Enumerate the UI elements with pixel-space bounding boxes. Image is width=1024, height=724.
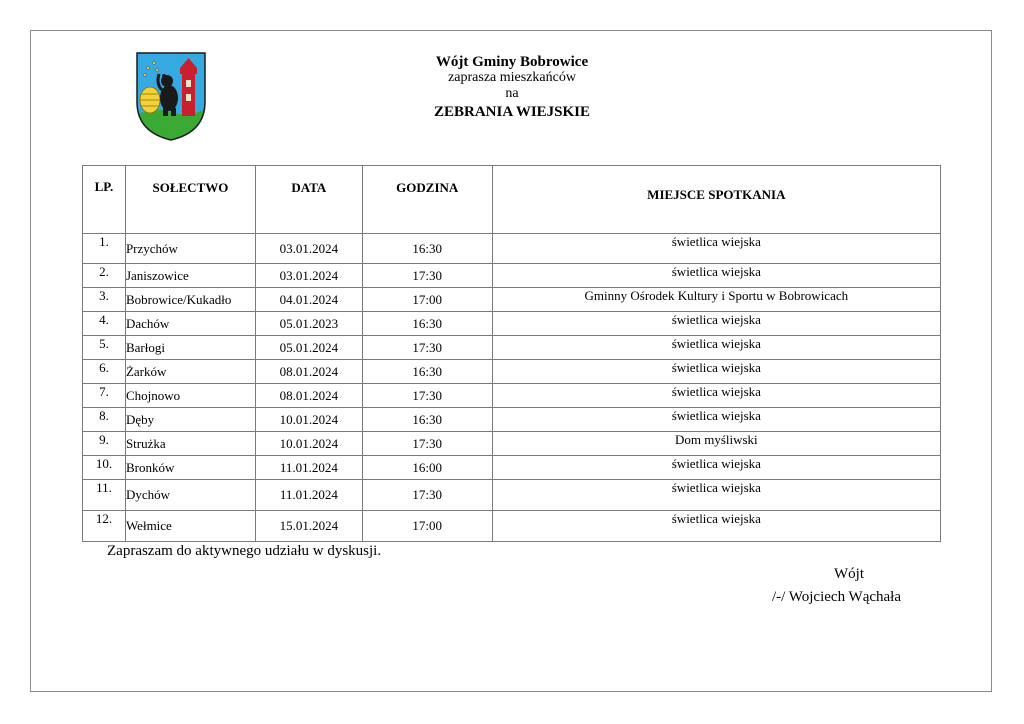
signature-role: Wójt [834,566,864,582]
cell-lp: 10. [83,456,126,480]
table-row [83,312,941,336]
signature-name: /-/ Wojciech Wąchała [772,589,902,605]
cell-godzina: 17:30 [362,432,492,456]
cell-data: 05.01.2024 [255,336,362,360]
table-row [83,456,941,480]
cell-miejsce: świetlica wiejska [492,234,940,264]
invitation-text: Zapraszam do aktywnego udziału w dyskusji. [107,543,382,559]
cell-solectwo: Przychów [125,234,255,264]
cell-solectwo: Dachów [125,312,255,336]
cell-miejsce: świetlica wiejska [492,456,940,480]
cell-data: 15.01.2024 [255,511,362,542]
cell-miejsce: świetlica wiejska [492,264,940,288]
cell-data: 08.01.2024 [255,384,362,408]
cell-solectwo: Dychów [125,480,255,511]
cell-miejsce: świetlica wiejska [492,360,940,384]
cell-data: 10.01.2024 [255,408,362,432]
cell-miejsce: Dom myśliwski [492,432,940,456]
cell-miejsce: świetlica wiejska [492,480,940,511]
cell-solectwo: Strużka [125,432,255,456]
table-row [83,234,941,264]
table-row [83,264,941,288]
cell-solectwo: Barłogi [125,336,255,360]
meetings-table [82,165,941,542]
table-row [83,360,941,384]
cell-data: 10.01.2024 [255,432,362,456]
cell-data: 11.01.2024 [255,456,362,480]
cell-lp: 4. [83,312,126,336]
cell-godzina: 17:30 [362,384,492,408]
cell-miejsce: świetlica wiejska [492,336,940,360]
cell-lp: 5. [83,336,126,360]
header-subtitle: zaprasza mieszkańców [448,70,576,85]
cell-lp: 12. [83,511,126,542]
header-event-title: ZEBRANIA WIEJSKIE [433,104,591,120]
cell-godzina: 16:30 [362,408,492,432]
cell-lp: 3. [83,288,126,312]
cell-godzina: 16:30 [362,312,492,336]
cell-miejsce: świetlica wiejska [492,312,940,336]
cell-godzina: 17:30 [362,480,492,511]
cell-godzina: 16:30 [362,360,492,384]
cell-lp: 6. [83,360,126,384]
cell-godzina: 17:30 [362,264,492,288]
header-data: DATA [255,166,362,234]
cell-godzina: 17:30 [362,336,492,360]
header-lp: LP. [83,166,126,234]
header-solectwo: SOŁECTWO [125,166,255,234]
cell-lp: 2. [83,264,126,288]
coat-of-arms-icon [134,50,208,142]
cell-data: 05.01.2023 [255,312,362,336]
cell-miejsce: świetlica wiejska [492,408,940,432]
header-connector: na [505,86,519,101]
cell-solectwo: Bronków [125,456,255,480]
cell-data: 11.01.2024 [255,480,362,511]
cell-miejsce: świetlica wiejska [492,511,940,542]
cell-lp: 7. [83,384,126,408]
cell-solectwo: Żarków [125,360,255,384]
header-title: Wójt Gminy Bobrowice [435,54,589,70]
table-row [83,384,941,408]
table-row [83,511,941,542]
cell-lp: 9. [83,432,126,456]
cell-data: 04.01.2024 [255,288,362,312]
header-miejsce: MIEJSCE SPOTKANIA [492,166,940,234]
cell-solectwo: Bobrowice/Kukadło [125,288,255,312]
header-godzina: GODZINA [362,166,492,234]
cell-solectwo: Janiszowice [125,264,255,288]
cell-godzina: 17:00 [362,511,492,542]
table-row [83,480,941,511]
cell-solectwo: Dęby [125,408,255,432]
cell-lp: 1. [83,234,126,264]
cell-solectwo: Chojnowo [125,384,255,408]
table-row [83,408,941,432]
cell-data: 03.01.2024 [255,234,362,264]
cell-lp: 11. [83,480,126,511]
cell-miejsce: świetlica wiejska [492,384,940,408]
cell-solectwo: Wełmice [125,511,255,542]
cell-godzina: 16:30 [362,234,492,264]
cell-lp: 8. [83,408,126,432]
cell-miejsce: Gminny Ośrodek Kultury i Sportu w Bobrowicach [492,288,940,312]
table-row [83,432,941,456]
document-header [382,54,642,120]
table-row [83,336,941,360]
cell-data: 08.01.2024 [255,360,362,384]
table-header-row [83,166,941,234]
cell-godzina: 17:00 [362,288,492,312]
table-row [83,288,941,312]
cell-godzina: 16:00 [362,456,492,480]
cell-data: 03.01.2024 [255,264,362,288]
